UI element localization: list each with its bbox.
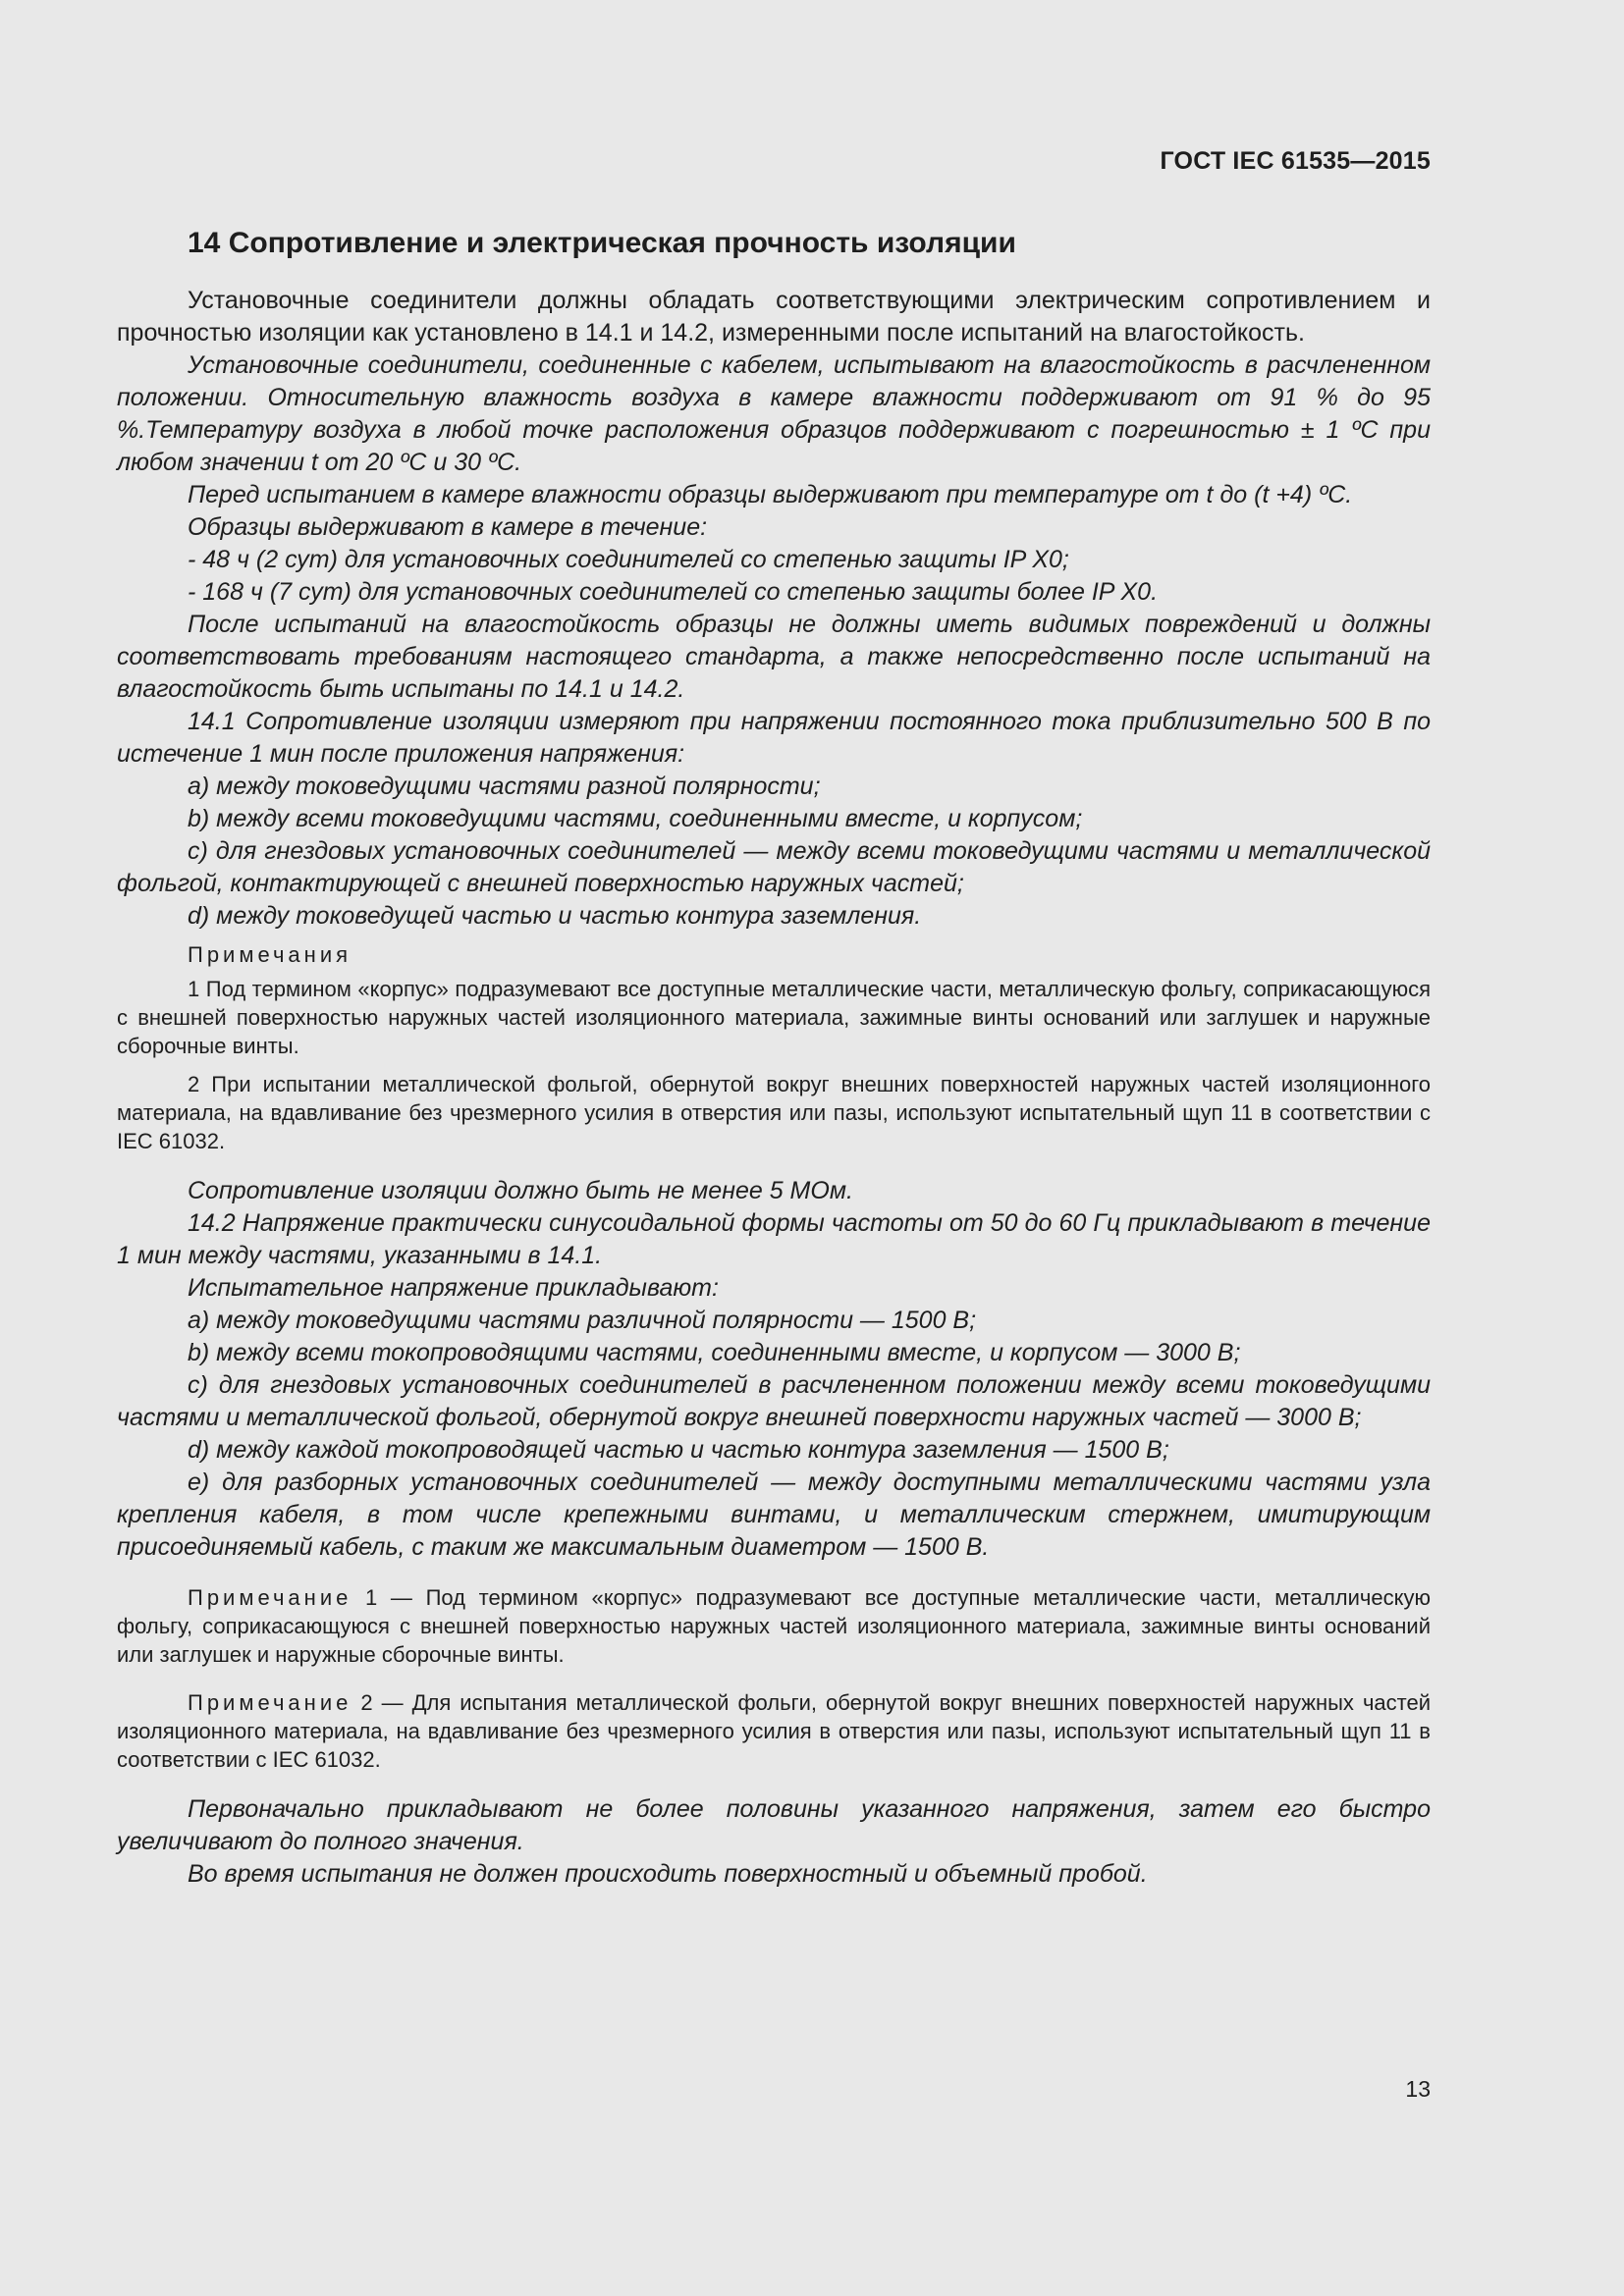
paragraph-intro: Установочные соединители должны обладать соответствующими электрическим сопротивлением и прочностью изоляции как установлено в 14.1 и 14.2, измеренными после испытаний на влагостойкость.	[117, 287, 1431, 347]
note-3-text: 1 — Под термином «корпус» подразумевают все доступные металлические части, металлическую фольгу, соприкасающуюся с внешней поверхностью наружных частей изоляционного материала, зажимные винты оснований или заглушек и наружные сборочные винты.	[117, 1585, 1431, 1667]
list-item-14-1-c: c) для гнездовых установочных соединителей — между всеми токоведущими частями и металлической фольгой, контактирующей с внешней поверхностью наружных частей;	[117, 837, 1431, 897]
paragraph-test-voltage: Испытательное напряжение прикладывают:	[188, 1274, 719, 1302]
section-title: 14 Сопротивление и электрическая прочность изоляции	[188, 227, 1016, 259]
list-item-14-2-b: b) между всеми токопроводящими частями, соединенными вместе, и корпусом — 3000 В;	[188, 1339, 1241, 1366]
list-item-14-2-c: c) для гнездовых установочных соединителей в расчлененном положении между всеми токоведущими частями и металлической фольгой, обернутой вокруг внешней поверхности наружных частей — 3000 В;	[117, 1371, 1431, 1431]
list-item-14-2-d: d) между каждой токопроводящей частью и частью контура заземления — 1500 В;	[188, 1436, 1169, 1464]
paragraph-humidity-conditions: Установочные соединители, соединенные с кабелем, испытывают на влагостойкость в расчлененном положении. Относительную влажность воздуха в камере влажности поддерживают от 91 % до 95 %.Температуру воздуха в любой точке расположения образцов поддерживают с погрешностью ± 1 ºC при любом значении t от 20 ºC и 30 ºC.	[117, 351, 1431, 476]
paragraph-14-2: 14.2 Напряжение практически синусоидальной формы частоты от 50 до 60 Гц прикладывают в течение 1 мин между частями, указанными в 14.1.	[117, 1209, 1431, 1269]
list-item-14-1-a: a) между токоведущими частями разной полярности;	[188, 773, 821, 800]
paragraph-after-humidity: После испытаний на влагостойкость образцы не должны иметь видимых повреждений и должны соответствовать требованиям настоящего стандарта, а также непосредственно после испытаний на влагостойкость быть испытаны по 14.1 и 14.2.	[117, 611, 1431, 703]
notes-heading: Примечания	[188, 942, 352, 967]
note-4-label: Примечание	[188, 1690, 352, 1715]
note-2: 2 При испытании металлической фольгой, обернутой вокруг внешних поверхностей наружных частей изоляционного материала, на вдавливание без чрезмерного усилия в отверстия или пазы, используют испытательный щуп 11 в соответствии с IEC 61032.	[117, 1072, 1431, 1153]
note-3-label: Примечание	[188, 1585, 352, 1610]
note-1: 1 Под термином «корпус» подразумевают все доступные металлические части, металлическую фольгу, соприкасающуюся с внешней поверхностью наружных частей изоляционного материала, зажимные винты оснований или заглушек и наружные сборочные винты.	[117, 977, 1431, 1058]
paragraph-no-breakdown: Во время испытания не должен происходить поверхностный и объемный пробой.	[188, 1860, 1148, 1888]
note-4-text: 2 — Для испытания металлической фольги, обернутой вокруг внешних поверхностей наружных частей изоляционного материала, на вдавливание без чрезмерного усилия в отверстия или пазы, используют испытательный щуп 11 в соответствии с IEC 61032.	[117, 1690, 1431, 1772]
list-item-14-1-b: b) между всеми токоведущими частями, соединенными вместе, и корпусом;	[188, 805, 1083, 832]
list-item-duration-ipx0: - 48 ч (2 сут) для установочных соединителей со степенью защиты IP X0;	[188, 546, 1069, 573]
document-body	[117, 224, 1431, 1891]
page-number: 13	[1405, 2076, 1431, 2102]
paragraph-resistance-minimum: Сопротивление изоляции должно быть не менее 5 МОм.	[188, 1177, 853, 1204]
list-item-14-2-a: a) между токоведущими частями различной полярности — 1500 В;	[188, 1307, 977, 1334]
note-3	[117, 1583, 1431, 1669]
note-4	[117, 1688, 1431, 1774]
list-item-14-1-d: d) между токоведущей частью и частью контура заземления.	[188, 902, 922, 930]
document-code-header: ГОСТ IEC 61535—2015	[1160, 147, 1431, 175]
list-item-14-2-e: e) для разборных установочных соединителей — между доступными металлическими частями узла крепления кабеля, в том числе крепежными винтами, и металлическим стержнем, имитирующим присоединяемый кабель, с таким же максимальным диаметром — 1500 В.	[117, 1468, 1431, 1561]
paragraph-humidity-duration: Образцы выдерживают в камере в течение:	[188, 513, 708, 541]
paragraph-initial-voltage: Первоначально прикладывают не более половины указанного напряжения, затем его быстро увеличивают до полного значения.	[117, 1795, 1431, 1855]
paragraph-14-1: 14.1 Сопротивление изоляции измеряют при напряжении постоянного тока приблизительно 500 В по истечение 1 мин после приложения напряжения:	[117, 708, 1431, 768]
list-item-duration-above-ipx0: - 168 ч (7 сут) для установочных соединителей со степенью защиты более IP X0.	[188, 578, 1159, 606]
paragraph-humidity-temperature: Перед испытанием в камере влажности образцы выдерживают при температуре от t до (t +4) ºC.	[188, 481, 1353, 508]
